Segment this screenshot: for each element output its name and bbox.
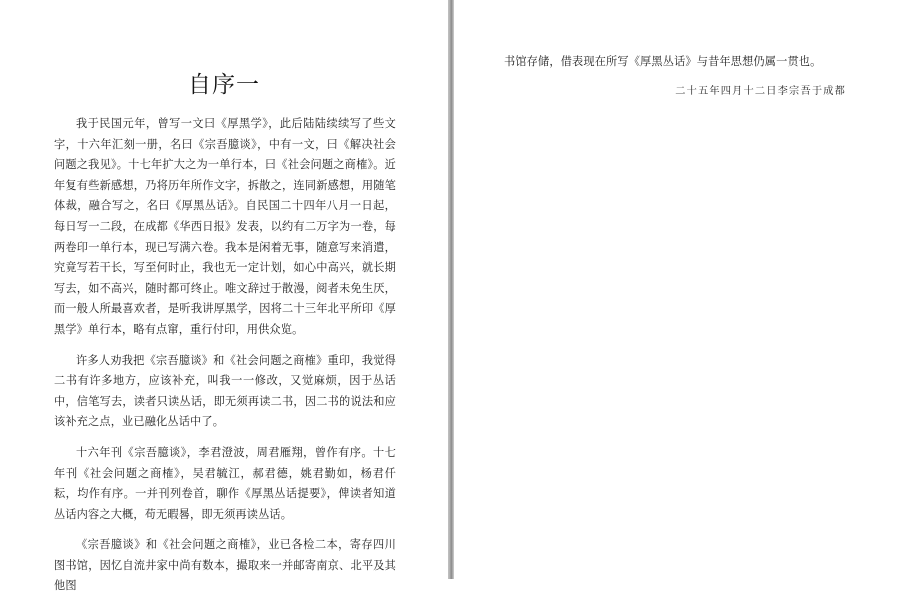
- preface-body: [54, 114, 396, 607]
- left-page: [0, 0, 448, 593]
- paragraph-continuation: 书馆存储，借表现在所写《厚黑丛话》与昔年思想仍属一贯也。: [504, 55, 822, 68]
- author-signature: 二十五年四月十二日李宗吾于成都: [675, 86, 846, 97]
- paragraph: 我于民国元年，曾写一文曰《厚黑学》，此后陆陆续续写了些文字，十六年汇刻一册，名曰《宗吾臆谈》，中有一文，曰《解决社会问题之我见》。十七年扩大之为一单行本，曰《社会问题之商榷》。近年复有些新感想，乃将历年所作文字，拆散之，连同新感想，用随笔体裁，融合写之，名曰《厚黑丛话》。自民国二十四年八月一日起，每日写一二段，在成都《华西日报》发表，以约有二万字为一卷，每两卷印一单行本，现已写满六卷。我本是闲着无事，随意写来消遣，究竟写若干长，写至何时止，我也无一定计划，如心中高兴，就长期写去，如不高兴，随时都可终止。唯文辞过于散漫，阅者未免生厌，而一般人所最喜欢者，是听我讲厚黑学，因将二十三年北平所印《厚黑学》单行本，略有点窜，重行付印，用供众览。: [54, 117, 396, 336]
- paragraph: 许多人劝我把《宗吾臆谈》和《社会问题之商榷》重印，我觉得二书有许多地方，应该补充，叫我一一修改，又觉麻烦，因于丛话中，信笔写去，读者只读丛话，即无须再读二书，因二书的说法和应该补充之点，业已融化丛话中了。: [54, 353, 396, 429]
- gutter-divider: [448, 0, 449, 579]
- page-title: 自序一: [188, 72, 260, 98]
- right-page: [454, 0, 900, 579]
- paragraph: 《宗吾臆谈》和《社会问题之商榷》，业已各检二本，寄存四川图书馆，因忆自流井家中尚有数本，撮取来一并邮寄南京、北平及其他图: [54, 538, 396, 593]
- paragraph: 十六年刊《宗吾臆谈》，李君澄波，周君雁翔，曾作有序。十七年刊《社会问题之商榷》，吴君毓江，郝君德，姚君勤如，杨君仟耘，均作有序。一并刊列卷首，聊作《厚黑丛话提要》，俾读者知道丛话内容之大概，苟无暇晷，即无须再读丛话。: [54, 445, 396, 521]
